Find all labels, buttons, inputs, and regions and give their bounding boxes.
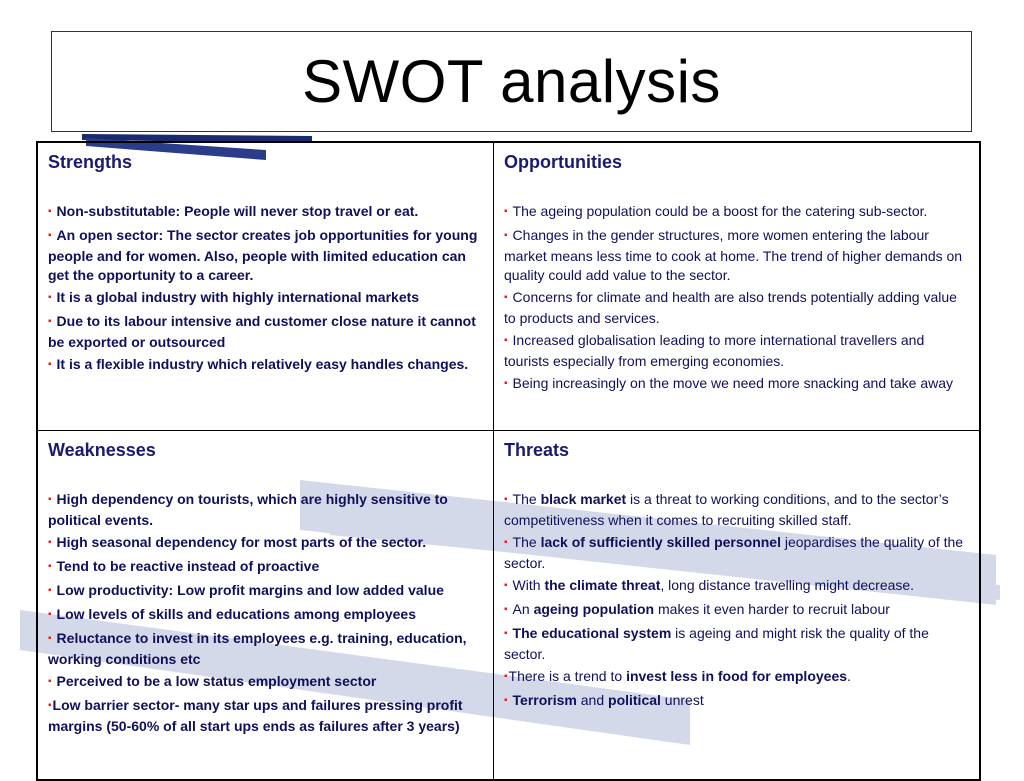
bullet-icon: ▪ bbox=[48, 230, 52, 241]
opportunities-item-text: Changes in the gender structures, more women entering the labour market means less time to cook at home. The trend of higher demands on quality could add value to the sector. bbox=[504, 227, 963, 283]
strengths-item-text: An open sector: The sector creates job opportunities for young people and for women. Also, people with limited education can get the opportunity to a career. bbox=[48, 227, 478, 283]
weaknesses-item-text: Perceived to be a low status employment sector bbox=[56, 673, 377, 689]
weaknesses-item bbox=[48, 533, 483, 554]
weaknesses-item bbox=[48, 557, 483, 578]
threat-text: jeopardises the quality of the sector. bbox=[504, 534, 964, 571]
bullet-icon: ▪ bbox=[48, 292, 52, 303]
threat-text: makes it even harder to recruit labour bbox=[654, 601, 890, 617]
threats-item bbox=[504, 533, 969, 573]
bullet-icon: ▪ bbox=[48, 537, 52, 548]
bullet-icon: ▪ bbox=[504, 206, 508, 217]
opportunities-item-text: Increased globalisation leading to more international travellers and tourists especially from emerging economies. bbox=[504, 332, 925, 369]
bullet-icon: ▪ bbox=[48, 206, 52, 217]
strengths-heading: Strengths bbox=[48, 152, 133, 172]
strengths-item bbox=[48, 202, 483, 223]
weaknesses-item-text: High dependency on tourists, which are highly sensitive to political events. bbox=[48, 491, 448, 528]
threats-cell bbox=[494, 431, 979, 779]
threat-keyword: lack of sufficiently skilled personnel bbox=[540, 534, 781, 550]
strengths-item-text: It is a global industry with highly international markets bbox=[56, 289, 420, 305]
bullet-icon: ▪ bbox=[504, 292, 508, 303]
strengths-cell bbox=[38, 143, 494, 431]
bullet-icon: ▪ bbox=[48, 316, 52, 327]
opportunities-item bbox=[504, 331, 969, 371]
threats-item bbox=[504, 576, 969, 597]
threat-text: is ageing and might risk the quality of the sector. bbox=[504, 625, 929, 662]
threats-item bbox=[504, 490, 969, 530]
bullet-icon: ▪ bbox=[48, 561, 52, 572]
weaknesses-item-text: Low levels of skills and educations among employees bbox=[56, 606, 416, 622]
opportunities-item-text: Concerns for climate and health are also trends potentially adding value to products and services. bbox=[504, 289, 957, 326]
threats-list bbox=[504, 490, 969, 712]
threat-keyword: political bbox=[608, 692, 661, 708]
weaknesses-item bbox=[48, 605, 483, 626]
bullet-icon: ▪ bbox=[504, 671, 508, 682]
bullet-icon: ▪ bbox=[504, 604, 508, 615]
weaknesses-item bbox=[48, 672, 483, 693]
weaknesses-item-text: Tend to be reactive instead of proactive bbox=[56, 558, 320, 574]
opportunities-item bbox=[504, 374, 969, 395]
strengths-item bbox=[48, 226, 483, 285]
weaknesses-item bbox=[48, 696, 483, 736]
opportunities-item bbox=[504, 226, 969, 285]
threat-text: and bbox=[576, 692, 609, 708]
threat-text: . bbox=[847, 668, 851, 684]
bullet-icon: ▪ bbox=[504, 628, 508, 639]
bullet-icon: ▪ bbox=[48, 585, 52, 596]
bullet-icon: ▪ bbox=[48, 494, 52, 505]
swot-table bbox=[36, 141, 981, 781]
bullet-icon: ▪ bbox=[48, 676, 52, 687]
threat-keyword: The educational system bbox=[512, 625, 672, 641]
weaknesses-cell bbox=[38, 431, 494, 779]
opportunities-item bbox=[504, 202, 969, 223]
bullet-icon: ▪ bbox=[504, 230, 508, 241]
bullet-icon: ▪ bbox=[504, 494, 508, 505]
bullet-icon: ▪ bbox=[504, 335, 508, 346]
threat-text: The bbox=[512, 491, 541, 507]
bullet-icon: ▪ bbox=[48, 633, 52, 644]
weaknesses-item-text: Low barrier sector- many star ups and failures pressing profit margins (50-60% of all start ups ends as failures after 3 years) bbox=[48, 697, 463, 734]
opportunities-item-text: Being increasingly on the move we need more snacking and take away bbox=[512, 375, 954, 391]
threat-text: The bbox=[512, 534, 541, 550]
weaknesses-heading: Weaknesses bbox=[48, 440, 156, 460]
weaknesses-item bbox=[48, 490, 483, 530]
threats-heading: Threats bbox=[504, 440, 570, 460]
threat-text: An bbox=[512, 601, 534, 617]
weaknesses-item-text: Low productivity: Low profit margins and low added value bbox=[56, 582, 444, 598]
bullet-icon: ▪ bbox=[504, 580, 508, 591]
threats-item bbox=[504, 667, 969, 688]
strengths-item bbox=[48, 355, 483, 376]
threat-keyword: black market bbox=[540, 491, 627, 507]
threat-keyword: ageing population bbox=[533, 601, 655, 617]
weaknesses-item bbox=[48, 629, 483, 669]
page-title: SWOT analysis bbox=[302, 48, 721, 115]
threat-keyword: the climate threat bbox=[544, 577, 661, 593]
title-box bbox=[51, 31, 972, 132]
bullet-icon: ▪ bbox=[504, 537, 508, 548]
threat-text: is a threat to working conditions, and to the sector’s competitiveness when it comes to recruiting skilled staff. bbox=[504, 491, 949, 528]
threat-keyword: invest less in food for employees bbox=[626, 668, 848, 684]
threats-item bbox=[504, 600, 969, 621]
opportunities-item-text: The ageing population could be a boost for the catering sub-sector. bbox=[512, 203, 928, 219]
threat-text: unrest bbox=[660, 692, 704, 708]
bullet-icon: ▪ bbox=[48, 359, 52, 370]
bullet-icon: ▪ bbox=[504, 695, 508, 706]
threat-keyword: Terrorism bbox=[512, 692, 577, 708]
opportunities-item bbox=[504, 288, 969, 328]
threat-text: There is a trend to bbox=[508, 668, 627, 684]
threats-item bbox=[504, 691, 969, 712]
strengths-list bbox=[48, 202, 483, 376]
threat-text: , long distance travelling might decrease. bbox=[660, 577, 915, 593]
opportunities-list bbox=[504, 202, 969, 395]
opportunities-heading: Opportunities bbox=[504, 152, 622, 172]
bullet-icon: ▪ bbox=[48, 700, 52, 711]
strengths-item-text: Due to its labour intensive and customer close nature it cannot be exported or outsourced bbox=[48, 313, 476, 350]
strengths-item-text: It is a flexible industry which relatively easy handles changes. bbox=[56, 356, 469, 372]
threat-text: With bbox=[512, 577, 545, 593]
strengths-item-text: Non-substitutable: People will never stop travel or eat. bbox=[56, 203, 419, 219]
threats-item bbox=[504, 624, 969, 664]
bullet-icon: ▪ bbox=[504, 378, 508, 389]
weaknesses-list bbox=[48, 490, 483, 736]
bullet-icon: ▪ bbox=[48, 609, 52, 620]
strengths-item bbox=[48, 312, 483, 352]
weaknesses-item-text: High seasonal dependency for most parts of the sector. bbox=[56, 534, 427, 550]
weaknesses-item bbox=[48, 581, 483, 602]
weaknesses-item-text: Reluctance to invest in its employees e.g. training, education, working conditions etc bbox=[48, 630, 467, 667]
strengths-item bbox=[48, 288, 483, 309]
opportunities-cell bbox=[494, 143, 979, 431]
